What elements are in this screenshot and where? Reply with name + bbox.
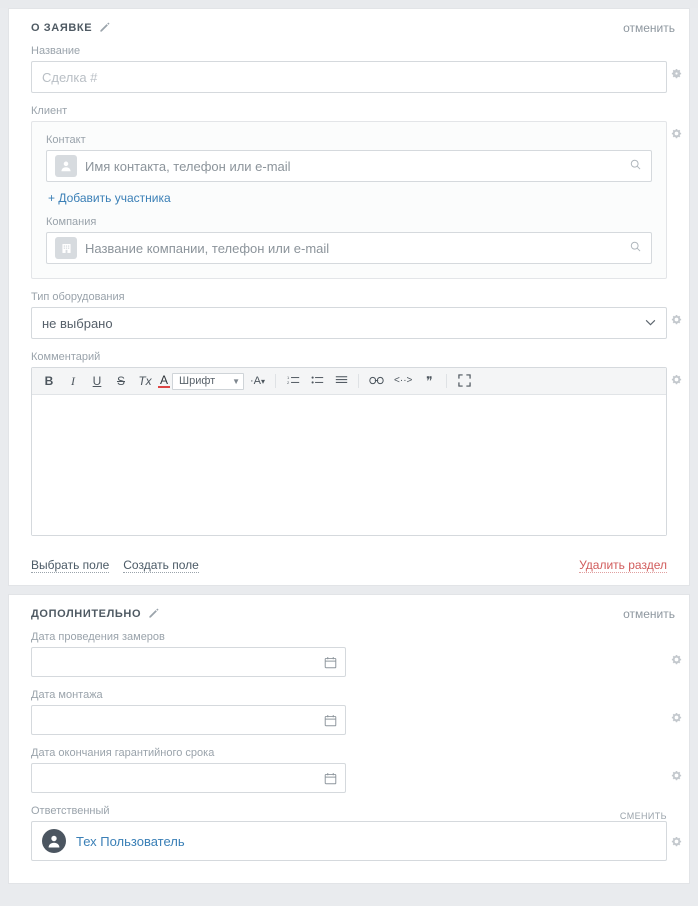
change-responsible-link[interactable]: СМЕНИТЬ — [619, 811, 667, 821]
warranty-end-date-row — [31, 747, 667, 793]
toolbar-divider — [275, 374, 276, 388]
equipment-row — [31, 291, 667, 339]
section-additional-body — [9, 631, 689, 883]
client-row — [31, 105, 667, 279]
field-name-label: Название — [31, 45, 81, 57]
client-panel — [31, 121, 667, 279]
measurement-date-row — [31, 631, 667, 677]
comment-editor — [31, 367, 667, 536]
comment-label: Комментарий — [31, 351, 101, 363]
responsible-header — [31, 805, 667, 821]
font-name-select[interactable] — [172, 373, 244, 390]
italic-icon[interactable]: I — [71, 374, 75, 388]
cancel-link-additional[interactable]: отменить — [623, 607, 675, 621]
person-icon — [55, 155, 77, 177]
section-about-title: О ЗАЯВКЕ — [31, 22, 93, 34]
measurement-date-label: Дата проведения замеров — [31, 631, 165, 643]
bottom-spacer — [31, 873, 667, 883]
gear-icon-comment[interactable] — [669, 373, 683, 387]
chevron-down-icon-font: ▼ — [232, 376, 241, 386]
gear-icon-warranty[interactable] — [669, 769, 683, 783]
svg-text:1: 1 — [286, 375, 289, 381]
editor-toolbar — [32, 368, 666, 395]
contact-label: Контакт — [46, 134, 86, 146]
deal-name-placeholder: Сделка # — [42, 69, 98, 85]
underline-icon[interactable]: U — [92, 374, 102, 388]
source-code-icon[interactable]: <··> — [394, 375, 413, 386]
calendar-icon-warranty[interactable] — [324, 772, 337, 785]
page-root — [0, 8, 698, 906]
fullscreen-icon[interactable] — [453, 374, 475, 389]
calendar-icon-install[interactable] — [324, 714, 337, 727]
install-date-row — [31, 689, 667, 735]
section-about-footer — [31, 548, 667, 573]
delete-section-link[interactable]: Удалить раздел — [579, 558, 667, 572]
choose-field-link[interactable]: Выбрать поле — [31, 558, 110, 572]
section-additional — [8, 594, 690, 884]
company-search-placeholder: Название компании, телефон или e-mail — [85, 240, 330, 256]
gear-icon-install[interactable] — [669, 711, 683, 725]
calendar-icon-measurement[interactable] — [324, 656, 337, 669]
create-field-link[interactable]: Создать поле — [123, 558, 199, 572]
add-participant-link[interactable]: + Добавить участника — [48, 191, 171, 205]
link-icon[interactable] — [365, 375, 388, 388]
search-icon-contact[interactable] — [629, 158, 642, 174]
responsible-row — [31, 805, 667, 861]
warranty-end-date-label: Дата окончания гарантийного срока — [31, 747, 215, 759]
comment-textarea[interactable] — [32, 395, 666, 535]
responsible-box — [31, 821, 667, 861]
equipment-select[interactable] — [31, 307, 667, 339]
gear-icon-client[interactable] — [669, 127, 683, 141]
section-about-header — [9, 9, 689, 45]
ordered-list-icon[interactable] — [282, 374, 304, 388]
gear-icon-measurement[interactable] — [669, 653, 683, 667]
gear-icon-name[interactable] — [669, 67, 683, 81]
field-name-row — [31, 45, 667, 93]
section-additional-title: ДОПОЛНИТЕЛЬНО — [31, 608, 142, 620]
avatar — [42, 829, 66, 853]
contact-search-placeholder: Имя контакта, телефон или e-mail — [85, 158, 291, 174]
equipment-label: Тип оборудования — [31, 291, 125, 303]
edit-pencil-icon[interactable] — [99, 22, 110, 35]
contact-search-input[interactable] — [46, 150, 652, 182]
client-label: Клиент — [31, 105, 68, 117]
company-label: Компания — [46, 216, 97, 228]
font-size-icon[interactable]: ·A▾ — [250, 374, 266, 387]
gear-icon-equipment[interactable] — [669, 313, 683, 327]
search-icon-company[interactable] — [629, 240, 642, 256]
strikethrough-icon[interactable]: S — [116, 374, 125, 388]
comment-row — [31, 351, 667, 536]
text-color-icon[interactable]: A — [160, 372, 169, 387]
cancel-link-about[interactable]: отменить — [623, 21, 675, 35]
responsible-label: Ответственный — [31, 805, 110, 817]
svg-text:2: 2 — [286, 380, 289, 386]
font-name-value: Шрифт — [179, 375, 216, 387]
install-date-input[interactable] — [31, 705, 346, 735]
company-search-input[interactable] — [46, 232, 652, 264]
measurement-date-input[interactable] — [31, 647, 346, 677]
deal-name-input[interactable] — [31, 61, 667, 93]
bullet-list-icon[interactable] — [306, 374, 328, 388]
align-icon[interactable] — [330, 374, 352, 388]
warranty-end-date-input[interactable] — [31, 763, 346, 793]
section-about-body — [9, 45, 689, 573]
clear-format-icon[interactable]: Tx — [138, 374, 152, 388]
responsible-name[interactable]: Тех Пользователь — [76, 833, 185, 849]
install-date-label: Дата монтажа — [31, 689, 103, 701]
toolbar-divider-3 — [446, 374, 447, 388]
gear-icon-responsible[interactable] — [669, 835, 683, 849]
quote-icon[interactable]: ❞ — [426, 374, 433, 388]
section-about-request — [8, 8, 690, 586]
bold-icon[interactable]: B — [44, 374, 54, 388]
toolbar-divider-2 — [358, 374, 359, 388]
equipment-selected-value: не выбрано — [42, 315, 113, 331]
section-additional-header — [9, 595, 689, 631]
chevron-down-icon — [645, 317, 656, 329]
building-icon — [55, 237, 77, 259]
edit-pencil-icon-additional[interactable] — [148, 608, 159, 621]
